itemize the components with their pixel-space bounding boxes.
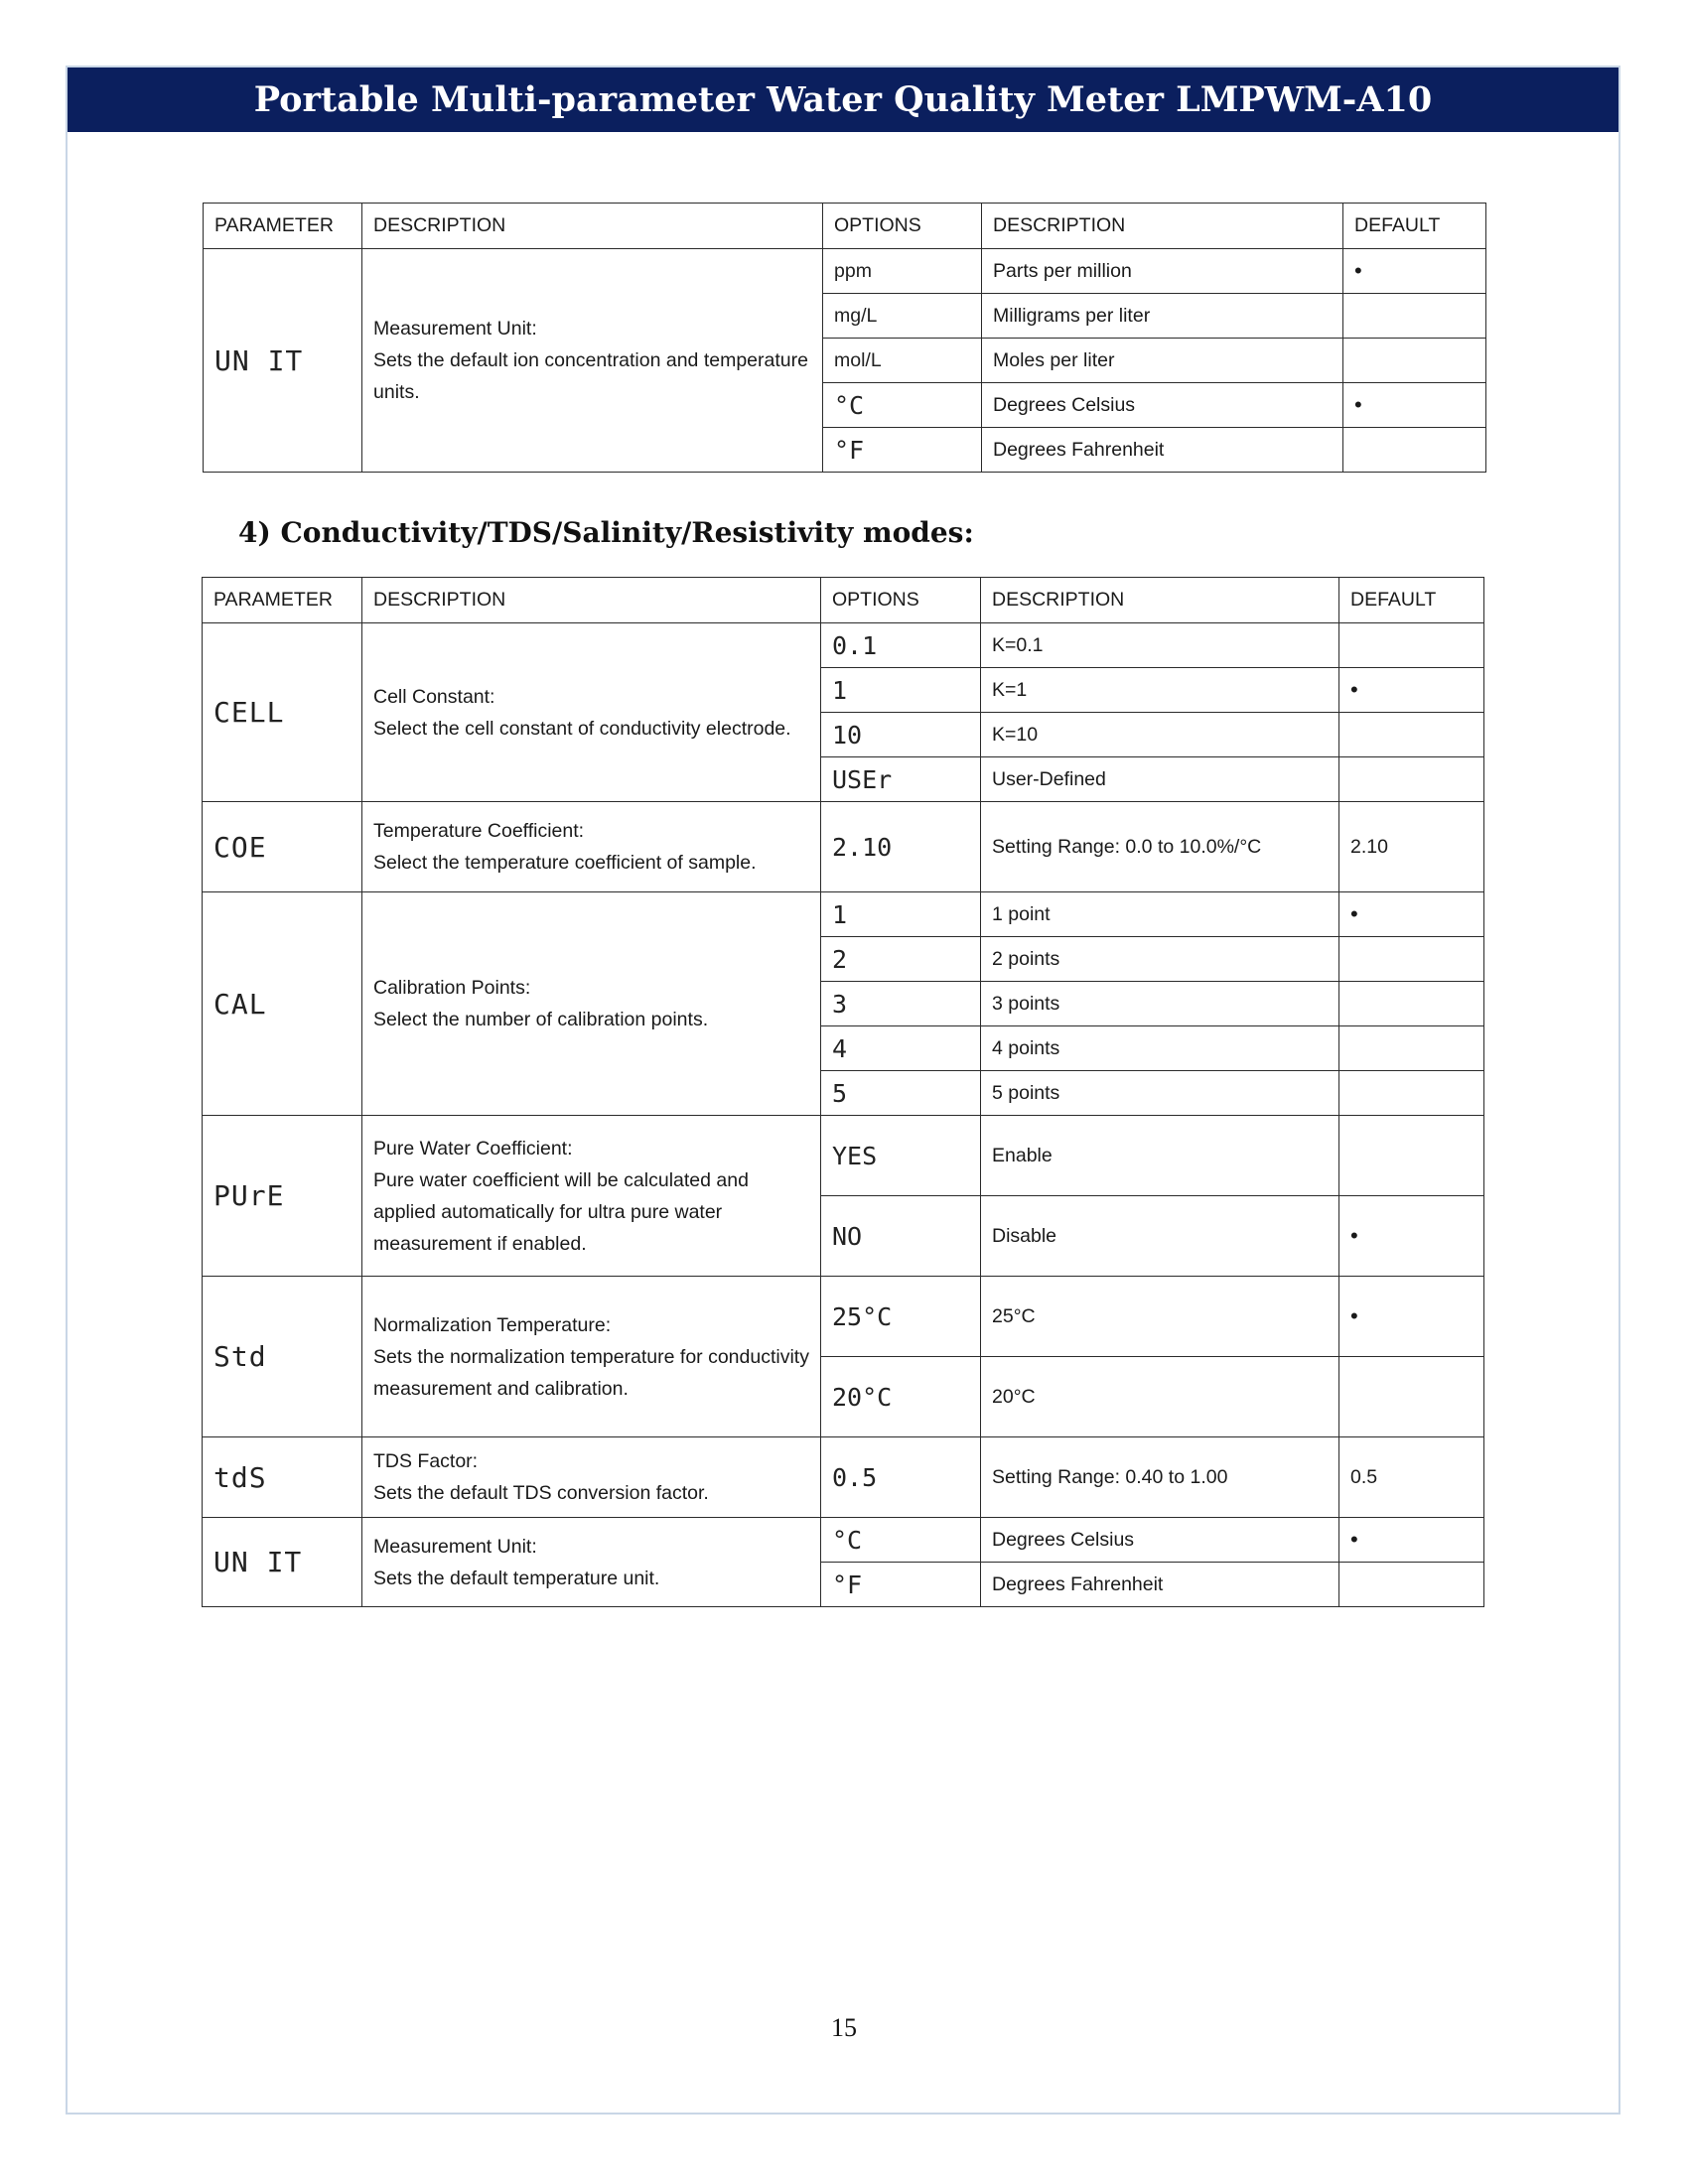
param-description-title: Measurement Unit: (373, 1535, 537, 1558)
param-code: UN IT (203, 1518, 362, 1607)
option-description: Degrees Celsius (982, 383, 1343, 428)
param-description (362, 249, 823, 473)
param-description (362, 892, 821, 1116)
default-value: 2.10 (1339, 802, 1484, 892)
table-row (203, 1277, 1484, 1357)
default-marker: • (1343, 383, 1486, 428)
option-description: Degrees Celsius (981, 1518, 1339, 1563)
option-value: 1 (821, 892, 981, 937)
param-description-title: Cell Constant: (373, 685, 495, 708)
default-marker: • (1339, 1196, 1484, 1277)
param-description-title: TDS Factor: (373, 1450, 479, 1472)
option-value: 5 (821, 1071, 981, 1116)
document-header (68, 68, 1618, 132)
param-description (362, 1116, 821, 1277)
option-description: Disable (981, 1196, 1339, 1277)
option-description: Degrees Fahrenheit (981, 1563, 1339, 1607)
default-marker (1339, 1116, 1484, 1196)
default-marker (1343, 294, 1486, 339)
default-marker (1339, 1563, 1484, 1607)
param-description-body: Sets the normalization temperature for conductivity measurement and calibration. (373, 1345, 809, 1400)
param-description-body: Select the cell constant of conductivity electrode. (373, 717, 791, 740)
option-description: Moles per liter (982, 339, 1343, 383)
param-description-body: Select the temperature coefficient of sample. (373, 852, 757, 874)
default-marker: • (1339, 1518, 1484, 1563)
option-description: 4 points (981, 1026, 1339, 1071)
param-description-title: Normalization Temperature: (373, 1313, 612, 1336)
default-marker: • (1343, 249, 1486, 294)
param-code: COE (203, 802, 362, 892)
option-description: Milligrams per liter (982, 294, 1343, 339)
default-marker (1339, 713, 1484, 757)
option-value: 4 (821, 1026, 981, 1071)
param-description-body: Sets the default ion concentration and temperature units. (373, 349, 808, 403)
option-description: 5 points (981, 1071, 1339, 1116)
param-description (362, 623, 821, 802)
param-description-body: Pure water coefficient will be calculated and applied automatically for ultra pure water measurement if enabled. (373, 1168, 749, 1255)
default-marker: • (1339, 892, 1484, 937)
param-code: CAL (203, 892, 362, 1116)
param-description (362, 1277, 821, 1437)
option-value: NO (821, 1196, 981, 1277)
option-value: USEr (821, 757, 981, 802)
page-number: 15 (831, 2013, 857, 2042)
document-title: Portable Multi-parameter Water Quality Meter LMPWM-A10 (253, 79, 1433, 120)
option-description: 25°C (981, 1277, 1339, 1357)
option-description: Enable (981, 1116, 1339, 1196)
default-marker (1339, 1026, 1484, 1071)
table-row (203, 1437, 1484, 1518)
option-value: 2 (821, 937, 981, 982)
option-description: K=10 (981, 713, 1339, 757)
param-code: Std (203, 1277, 362, 1437)
option-value: 25°C (821, 1277, 981, 1357)
option-description: Setting Range: 0.0 to 10.0%/°C (981, 802, 1339, 892)
param-description-title: Measurement Unit: (373, 318, 537, 340)
default-marker: • (1339, 668, 1484, 713)
option-description: 20°C (981, 1357, 1339, 1437)
param-code: CELL (203, 623, 362, 802)
option-value: mg/L (823, 294, 982, 339)
default-value: 0.5 (1339, 1437, 1484, 1518)
param-description (362, 802, 821, 892)
param-description-title: Pure Water Coefficient: (373, 1137, 573, 1160)
param-description-body: Sets the default TDS conversion factor. (373, 1482, 709, 1504)
param-description-body: Select the number of calibration points. (373, 1009, 709, 1030)
header-parameter: PARAMETER (204, 204, 362, 249)
section-heading: 4) Conductivity/TDS/Salinity/Resistivity modes: (238, 516, 974, 549)
param-code: tdS (203, 1437, 362, 1518)
header-default: DEFAULT (1343, 204, 1486, 249)
default-marker (1339, 623, 1484, 668)
option-description: 3 points (981, 982, 1339, 1026)
header-default: DEFAULT (1339, 578, 1484, 623)
option-value: mol/L (823, 339, 982, 383)
header-options: OPTIONS (821, 578, 981, 623)
header-option-description: DESCRIPTION (981, 578, 1339, 623)
option-description: K=0.1 (981, 623, 1339, 668)
conductivity-parameter-table (202, 577, 1484, 1607)
option-value: °C (821, 1518, 981, 1563)
option-description: Parts per million (982, 249, 1343, 294)
option-value: 20°C (821, 1357, 981, 1437)
option-value: 1 (821, 668, 981, 713)
default-marker (1339, 757, 1484, 802)
table-row (203, 892, 1484, 937)
param-code: PUrE (203, 1116, 362, 1277)
option-description: 2 points (981, 937, 1339, 982)
table-header-row (203, 578, 1484, 623)
option-value: YES (821, 1116, 981, 1196)
option-description: Setting Range: 0.40 to 1.00 (981, 1437, 1339, 1518)
default-marker: • (1339, 1277, 1484, 1357)
option-value: 0.5 (821, 1437, 981, 1518)
option-description: Degrees Fahrenheit (982, 428, 1343, 473)
option-description: K=1 (981, 668, 1339, 713)
header-options: OPTIONS (823, 204, 982, 249)
header-option-description: DESCRIPTION (982, 204, 1343, 249)
header-description: DESCRIPTION (362, 578, 821, 623)
default-marker (1339, 1357, 1484, 1437)
default-marker (1339, 937, 1484, 982)
option-value: ppm (823, 249, 982, 294)
table-row (203, 1116, 1484, 1196)
default-marker (1339, 982, 1484, 1026)
option-value: 2.10 (821, 802, 981, 892)
header-parameter: PARAMETER (203, 578, 362, 623)
option-value: °F (823, 428, 982, 473)
default-marker (1339, 1071, 1484, 1116)
option-description: User-Defined (981, 757, 1339, 802)
option-value: 3 (821, 982, 981, 1026)
param-description-title: Calibration Points: (373, 977, 531, 999)
table-row (203, 802, 1484, 892)
default-marker (1343, 428, 1486, 473)
param-description (362, 1437, 821, 1518)
default-marker (1343, 339, 1486, 383)
table-row (203, 623, 1484, 668)
param-description (362, 1518, 821, 1607)
header-description: DESCRIPTION (362, 204, 823, 249)
option-value: 0.1 (821, 623, 981, 668)
param-description-title: Temperature Coefficient: (373, 820, 585, 842)
unit-parameter-table (203, 203, 1486, 473)
table-row (204, 249, 1486, 294)
option-value: °C (823, 383, 982, 428)
option-value: 10 (821, 713, 981, 757)
option-value: °F (821, 1563, 981, 1607)
table-row (203, 1518, 1484, 1563)
param-code: UN IT (204, 249, 362, 473)
param-description-body: Sets the default temperature unit. (373, 1567, 660, 1589)
table-header-row (204, 204, 1486, 249)
option-description: 1 point (981, 892, 1339, 937)
